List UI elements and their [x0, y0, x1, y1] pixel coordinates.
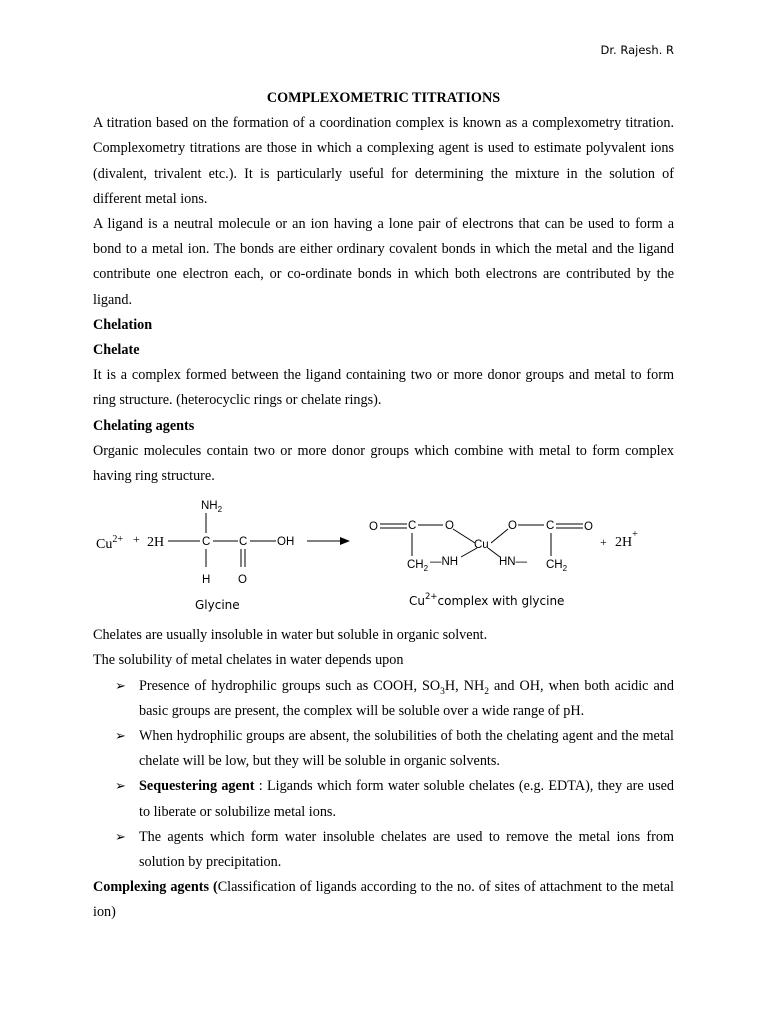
bullet-arrow-icon: ➢	[115, 678, 126, 694]
ring-right-oxygen: O	[508, 520, 517, 533]
alpha-hydrogen: H	[202, 574, 211, 587]
bullet1-sub-b: 2	[484, 686, 489, 697]
bullet-arrow-icon: ➢	[115, 729, 126, 745]
reaction-arrow-head	[340, 537, 350, 545]
solubility-paragraph-2: The solubility of metal chelates in water depends upon	[93, 652, 404, 669]
list-item	[93, 774, 674, 824]
bullet1-text-a: Presence of hydrophilic groups such as COOH, SO	[139, 677, 441, 694]
bullet-arrow-icon: ➢	[115, 779, 126, 795]
ring-right-carbonyl-o: O	[584, 521, 593, 534]
list-item	[93, 724, 674, 774]
chelation-heading: Chelation	[93, 316, 153, 333]
cu-ion: $Cu^{2+}$	[96, 534, 123, 553]
bullet1-sub-a: 3	[440, 686, 445, 697]
bullet2-text: When hydrophilic groups are absent, the solubilities of both the chelating agent and the metal chelate will be low, but they will be soluble in organic solvents.	[139, 728, 674, 770]
chelating-agents-heading: Chelating agents	[93, 417, 195, 434]
ring-left-carbonyl-o: O	[369, 521, 378, 534]
list-item	[93, 674, 674, 724]
intro-paragraph-1: A titration based on the formation of a coordination complex is known as a complexometry titration. Complexometry titrations are those in which a complexing agent is used to estimate polyvalent ions (divalent, trivalent etc.). It is particularly useful for determining the mixture in the solution of different metal ions.	[93, 115, 674, 207]
solubility-list	[93, 674, 674, 876]
glycine-reaction-figure	[93, 493, 674, 621]
bullet1-text-b: H, NH	[444, 677, 485, 694]
complex-label: $Cu^{2+}complex$ with glycine	[409, 592, 565, 609]
sequestering-agent-label: Sequestering agent	[139, 778, 255, 795]
bullet3-text: : Ligands which form water soluble chelates (e.g. EDTA), they are used to liberate or solubilize metal ions.	[139, 778, 674, 820]
carboxyl-carbon: C	[239, 536, 248, 549]
hydroxyl-group: OH	[277, 536, 295, 549]
ring-left-oxygen: O	[445, 520, 454, 533]
solubility-paragraph-1: Chelates are usually insoluble in water but soluble in organic solvent.	[93, 627, 488, 644]
amine-group: $NH_2$	[201, 500, 223, 515]
complexing-agents-text: Classification of ligands according to the no. of sites of attachment to the metal ion)	[93, 879, 674, 921]
glycine-label: Glycine	[195, 598, 240, 613]
ring-left-carbon: C	[408, 520, 417, 533]
ring-left-nh: —NH	[430, 556, 459, 569]
list-item	[93, 825, 674, 875]
product-hydrogen: 2H+	[615, 529, 638, 551]
author-header: Dr. Rajesh. R	[600, 43, 674, 57]
chelate-definition: It is a complex formed between the ligand containing two or more donor groups and metal to form ring structure. (heterocyclic rings or chelate rings).	[93, 367, 674, 409]
chelate-heading: Chelate	[93, 342, 140, 359]
alpha-carbon: C	[202, 536, 211, 549]
ring-right-hn: HN—	[499, 556, 528, 569]
document-body	[93, 86, 674, 926]
chelating-agents-definition: Organic molecules contain two or more donor groups which combine with metal to form complex having ring structure.	[93, 442, 674, 485]
coefficient-2h: 2H	[147, 535, 165, 551]
bullet1-text-c: and OH, when both acidic and basic groups are present, the complex will be soluble over a wide range of pH.	[139, 677, 674, 719]
bullet4-text: The agents which form water insoluble chelates are used to remove the metal ions from solution by precipitation.	[139, 828, 674, 871]
complexing-agents-heading: Complexing agents (	[93, 879, 218, 896]
bullet-arrow-icon: ➢	[115, 829, 126, 845]
intro-paragraph-2: A ligand is a neutral molecule or an ion having a lone pair of electrons that can be used to form a bond to a metal ion. The bonds are either ordinary covalent bonds in which the metal and the ligand contribute one electron each, or co-ordinate bonds in which both electrons are contributed by the ligand.	[93, 216, 674, 308]
ring-right-cu-o	[491, 529, 508, 543]
ring-left-ch2: $CH_2$	[407, 559, 429, 574]
ring-left-o-cu	[453, 529, 475, 543]
carbonyl-oxygen: O	[238, 574, 247, 587]
ring-copper: Cu	[474, 539, 489, 552]
reaction-diagram	[0, 493, 768, 621]
plus-sign-2: +	[600, 535, 607, 550]
ring-right-ch2: $CH_2$	[546, 559, 568, 574]
plus-sign-1: +	[133, 532, 140, 547]
ring-right-carbon: C	[546, 520, 555, 533]
page-title: COMPLEXOMETRIC TITRATIONS	[266, 90, 501, 106]
complexing-agents-paragraph	[93, 875, 674, 925]
